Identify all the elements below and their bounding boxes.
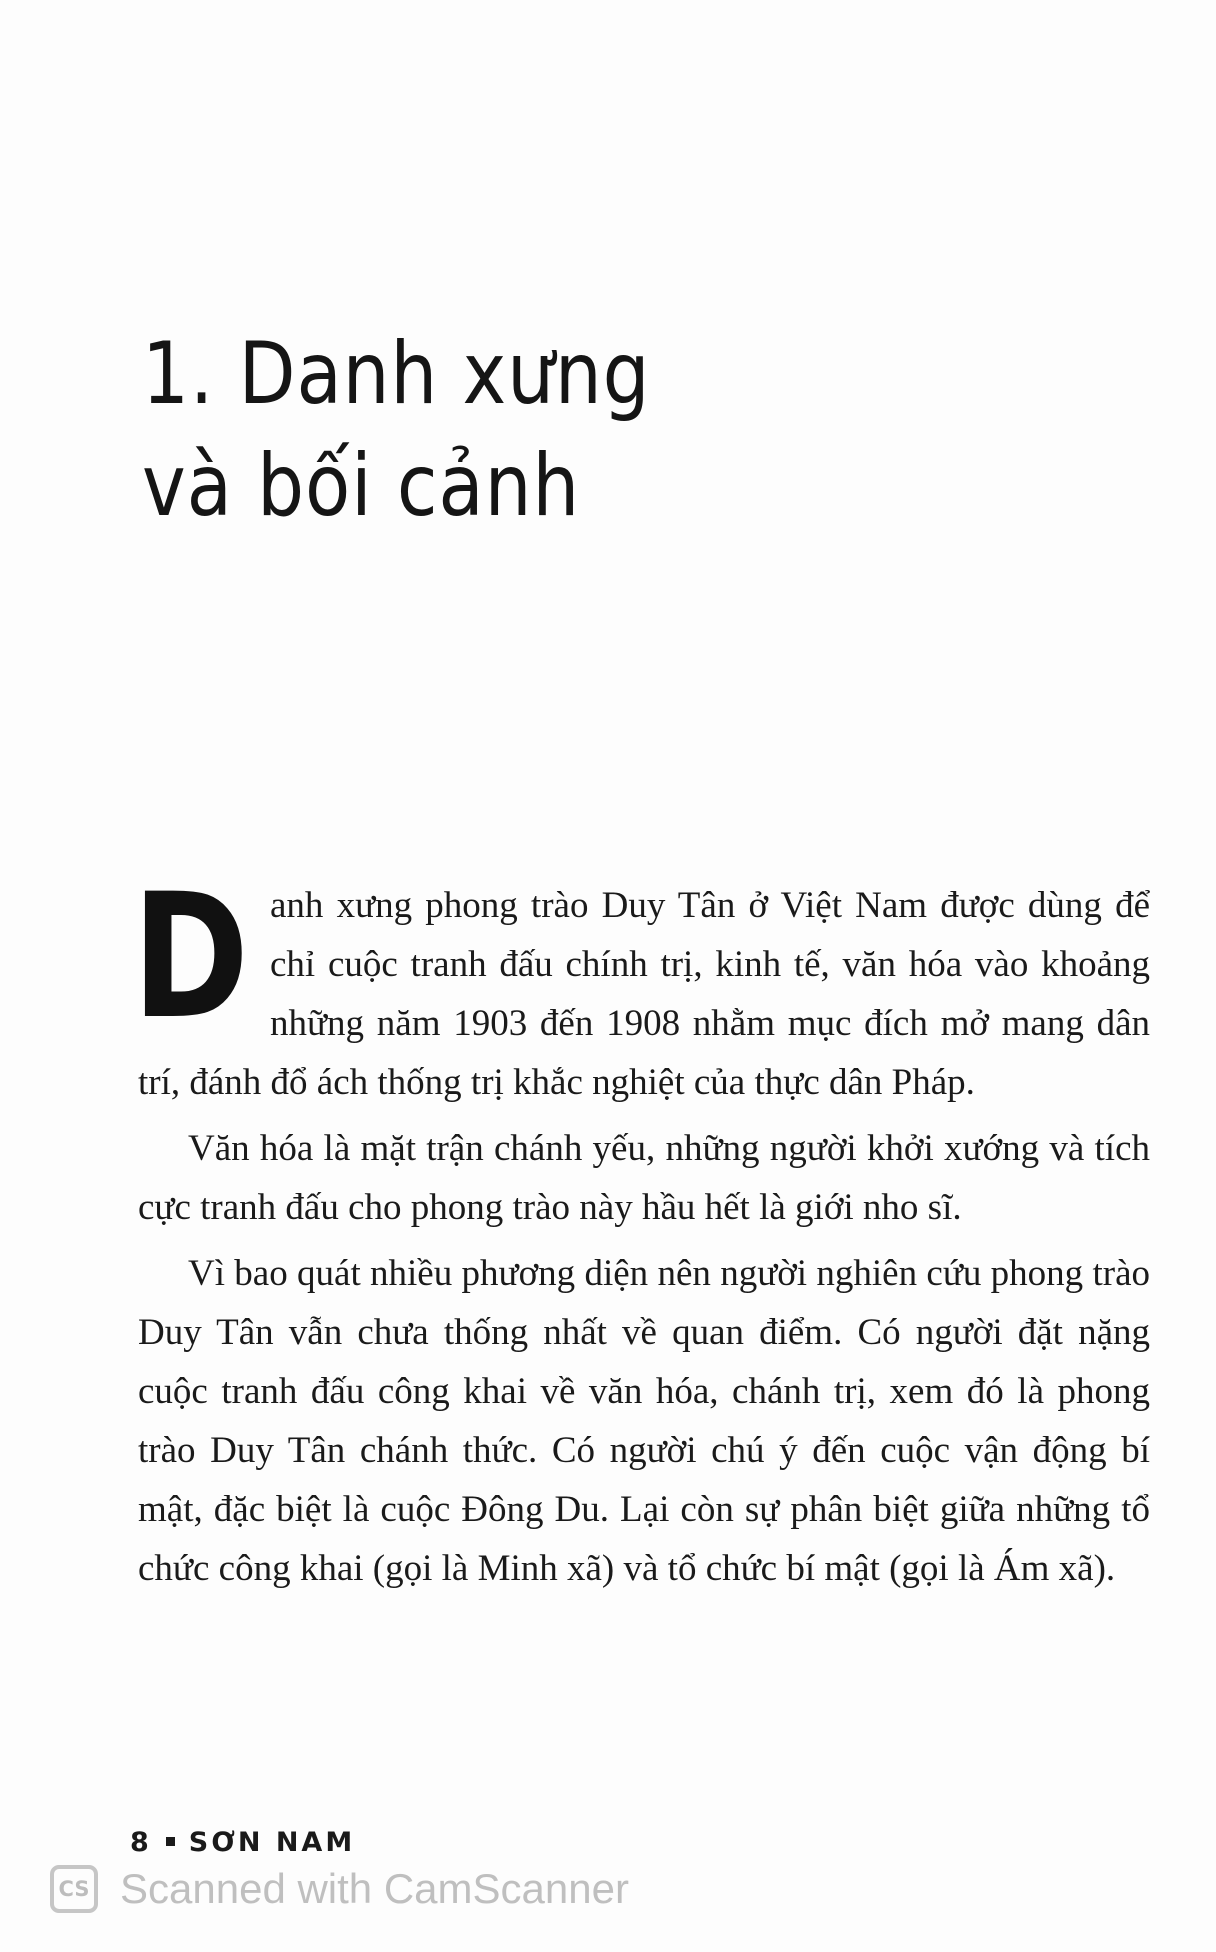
chapter-title (142, 318, 796, 542)
paragraph-2: Văn hóa là mặt trận chánh yếu, những người khởi xướng và tích cực tranh đấu cho phong trào này hầu hết là giới nho sĩ. (138, 1128, 1150, 1228)
drop-cap: D (132, 856, 250, 1057)
author-name: SƠN NAM (188, 1827, 356, 1858)
watermark-text: Scanned with CamScanner (120, 1865, 629, 1912)
camscanner-logo-icon: CS (50, 1865, 98, 1913)
body-text (132, 856, 1150, 1605)
paragraph-1-text: anh xưng phong trào Duy Tân ở Việt Nam được dùng để chỉ cuộc tranh đấu chính trị, kinh tế, văn hóa vào khoảng những năm 1903 đến 1908 nhằm mục đích mở mang dân trí, đánh đổ ách thống trị khắc nghiệt của thực dân Pháp. (138, 885, 1150, 1103)
bullet-separator (166, 1837, 175, 1846)
camscanner-watermark (50, 1865, 629, 1913)
chapter-title-line-1: 1. Danh xưng (142, 324, 651, 424)
page-number: 8 (130, 1827, 152, 1858)
paragraph-3: Vì bao quát nhiều phương diện nên người nghiên cứu phong trào Duy Tân vẫn chưa thống nhất về quan điểm. Có người đặt nặng cuộc tranh đấu công khai về văn hóa, chánh trị, xem đó là phong trào Duy Tân chánh thức. Có người chú ý đến cuộc vận động bí mật, đặc biệt là cuộc Đông Du. Lại còn sự phân biệt giữa những tổ chức công khai (gọi là Minh xã) và tổ chức bí mật (gọi là Ám xã). (138, 1253, 1150, 1589)
paragraph-1 (132, 856, 1150, 1112)
chapter-title-line-2: và bối cảnh (142, 436, 581, 536)
page-footer (130, 1827, 355, 1858)
